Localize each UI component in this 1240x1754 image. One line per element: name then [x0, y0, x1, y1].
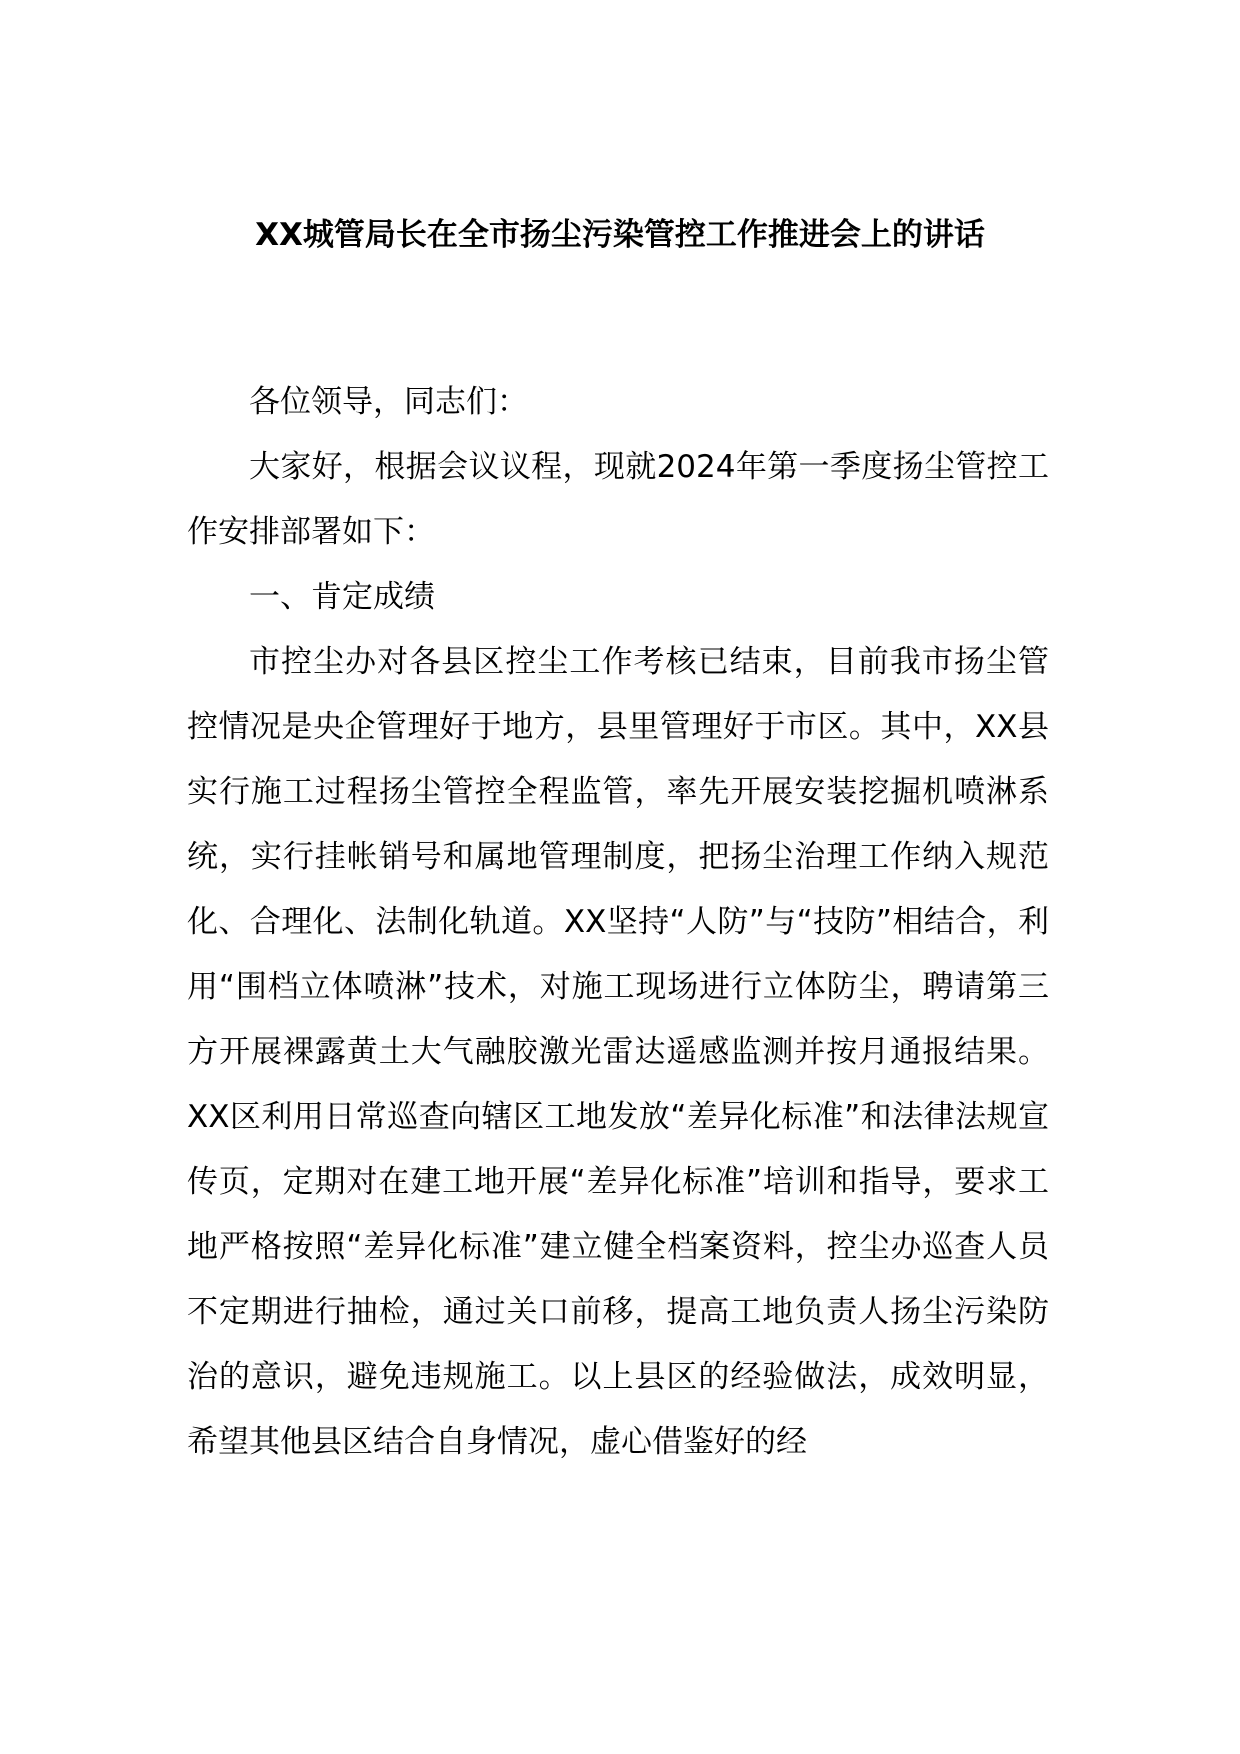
- paragraph-intro: 大家好，根据会议议程，现就2024年第一季度扬尘管控工作安排部署如下：: [187, 449, 1049, 550]
- paragraph-achievements: 市控尘办对各县区控尘工作考核已结束，目前我市扬尘管控情况是央企管理好于地方，县里管理好于市区。其中，XX县实行施工过程扬尘管控全程监管，率先开展安装挖掘机喷淋系统，实行挂帐销号和属地管理制度，把扬尘治理工作纳入规范化、合理化、法制化轨道。XX坚持“人防”与“技防”相结合，利用“围档立体喷淋”技术，对施工现场进行立体防尘，聘请第三方开展裸露黄土大气融胶激光雷达遥感监测并按月通报结果。XX区利用日常巡查向辖区工地发放“差异化标准”和法律法规宣传页，定期对在建工地开展“差异化标准”培训和指导，要求工地严格按照“差异化标准”建立健全档案资料，控尘办巡查人员不定期进行抽检，通过关口前移，提高工地负责人扬尘污染防治的意识，避免违规施工。以上县区的经验做法，成效明显，希望其他县区结合自身情况，虚心借鉴好的经: [187, 644, 1049, 1460]
- document-body: [187, 370, 1049, 1475]
- section-heading: 一、肯定成绩: [249, 579, 435, 615]
- salutation: 各位领导，同志们：: [249, 384, 528, 420]
- document-title: XX城管局长在全市扬尘污染管控工作推进会上的讲话: [255, 217, 985, 253]
